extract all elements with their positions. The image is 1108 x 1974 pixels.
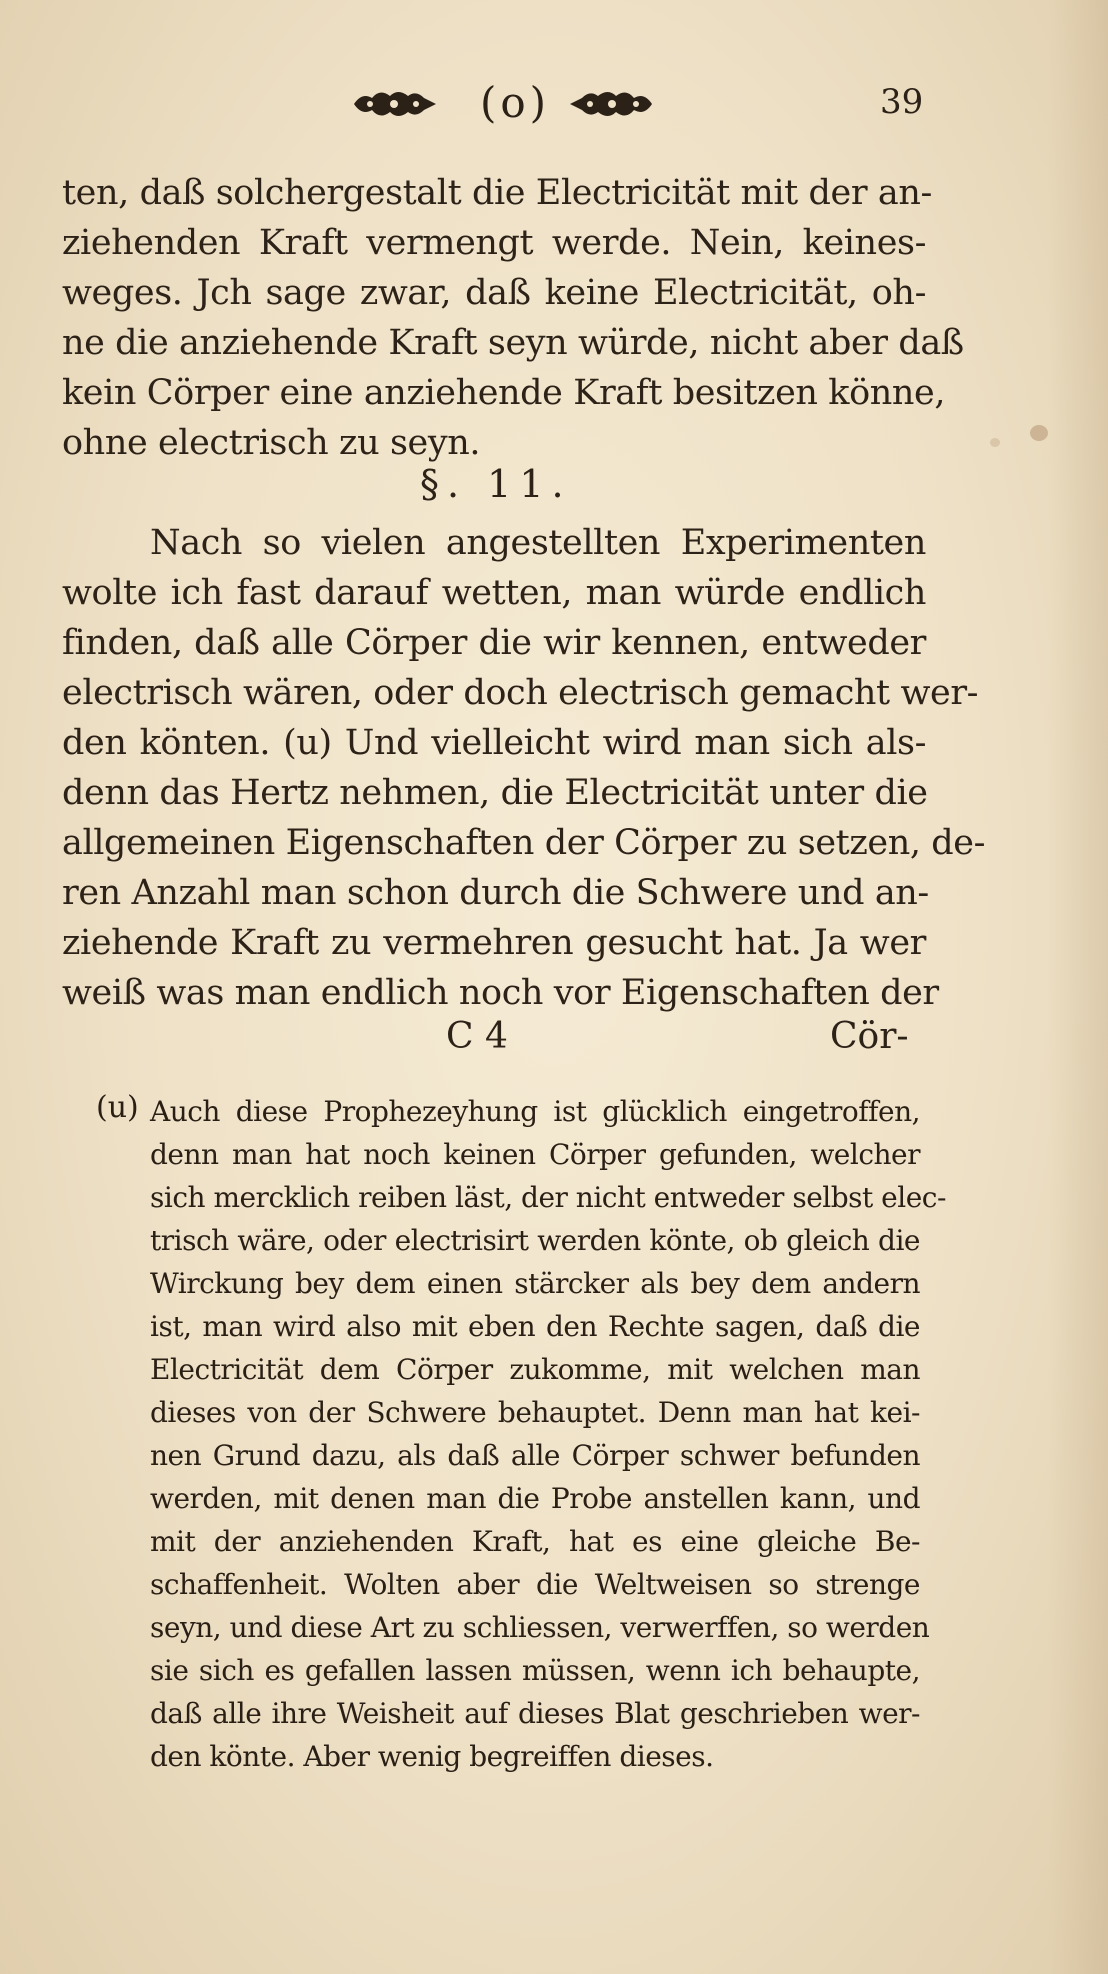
footnote-line: Auch diese Prophezeyhung ist glücklich eingetroffen, xyxy=(150,1095,920,1128)
running-head-mark: (o) xyxy=(479,78,551,127)
signature-mark: C 4 xyxy=(446,1016,508,1057)
section-line: allgemeinen Eigenschaften der Cörper zu setzen, de- xyxy=(62,823,986,863)
footnote-line: seyn, und diese Art zu schliessen, verwerffen, so werden xyxy=(150,1611,930,1644)
footnote-line: schaffenheit. Wolten aber die Weltweisen so strenge xyxy=(150,1568,920,1601)
ornament-left-icon xyxy=(350,84,440,124)
footnote-line: denn man hat noch keinen Cörper gefunden, welcher xyxy=(150,1138,920,1171)
body-line: kein Cörper eine anziehende Kraft besitzen könne, xyxy=(62,373,946,413)
page-edge-shadow xyxy=(1048,0,1108,1974)
body-line: ne die anziehende Kraft seyn würde, nicht aber daß xyxy=(62,323,964,363)
footnote-line: Wirckung bey dem einen stärcker als bey dem andern xyxy=(150,1267,920,1300)
section-line: ren Anzahl man schon durch die Schwere und an- xyxy=(62,873,929,913)
running-head xyxy=(0,78,1108,138)
section-line: den könten. (u) Und vielleicht wird man sich als- xyxy=(62,723,926,763)
footnote-line: ist, man wird also mit eben den Rechte sagen, daß die xyxy=(150,1310,920,1343)
footnote-marker: (u) xyxy=(96,1090,139,1125)
catchword: Cör- xyxy=(830,1016,909,1057)
footnote-line: daß alle ihre Weisheit auf dieses Blat geschrieben wer- xyxy=(150,1697,920,1730)
footnote-line: sich mercklich reiben läst, der nicht entweder selbst elec- xyxy=(150,1181,946,1214)
section-line: Nach so vielen angestellten Experimenten xyxy=(150,523,926,563)
footnote-line: nen Grund dazu, als daß alle Cörper schwer befunden xyxy=(150,1439,920,1472)
footnote-line: werden, mit denen man die Probe anstellen kann, und xyxy=(150,1482,920,1515)
ornament-right-icon xyxy=(566,84,656,124)
page-number: 39 xyxy=(880,82,924,122)
footnote-line: sie sich es gefallen lassen müssen, wenn ich behaupte, xyxy=(150,1654,920,1687)
section-line: wolte ich fast darauf wetten, man würde endlich xyxy=(62,573,926,613)
footnote-line: dieses von der Schwere behauptet. Denn man hat kei- xyxy=(150,1396,920,1429)
section-line: electrisch wären, oder doch electrisch gemacht wer- xyxy=(62,673,979,713)
footnote-line: mit der anziehenden Kraft, hat es eine gleiche Be- xyxy=(150,1525,920,1558)
footnote-line: Electricität dem Cörper zukomme, mit welchen man xyxy=(150,1353,920,1386)
body-line: ten, daß solchergestalt die Electricität mit der an- xyxy=(62,173,932,213)
body-line: ziehenden Kraft vermengt werde. Nein, keines- xyxy=(62,223,926,263)
section-line: finden, daß alle Cörper die wir kennen, entweder xyxy=(62,623,926,663)
paper-stain xyxy=(1030,425,1048,441)
section-line: weiß was man endlich noch vor Eigenschaften der xyxy=(62,973,939,1013)
body-line: ohne electrisch zu seyn. xyxy=(62,423,481,463)
body-line: weges. Jch sage zwar, daß keine Electricität, oh- xyxy=(62,273,926,313)
paper-stain xyxy=(990,438,1000,447)
footnote-line: den könte. Aber wenig begreiffen dieses. xyxy=(150,1740,714,1773)
section-heading: §. 11. xyxy=(420,462,572,506)
section-line: denn das Hertz nehmen, die Electricität unter die xyxy=(62,773,928,813)
footnote-line: trisch wäre, oder electrisirt werden könte, ob gleich die xyxy=(150,1224,920,1257)
section-line: ziehende Kraft zu vermehren gesucht hat. Ja wer xyxy=(62,923,926,963)
